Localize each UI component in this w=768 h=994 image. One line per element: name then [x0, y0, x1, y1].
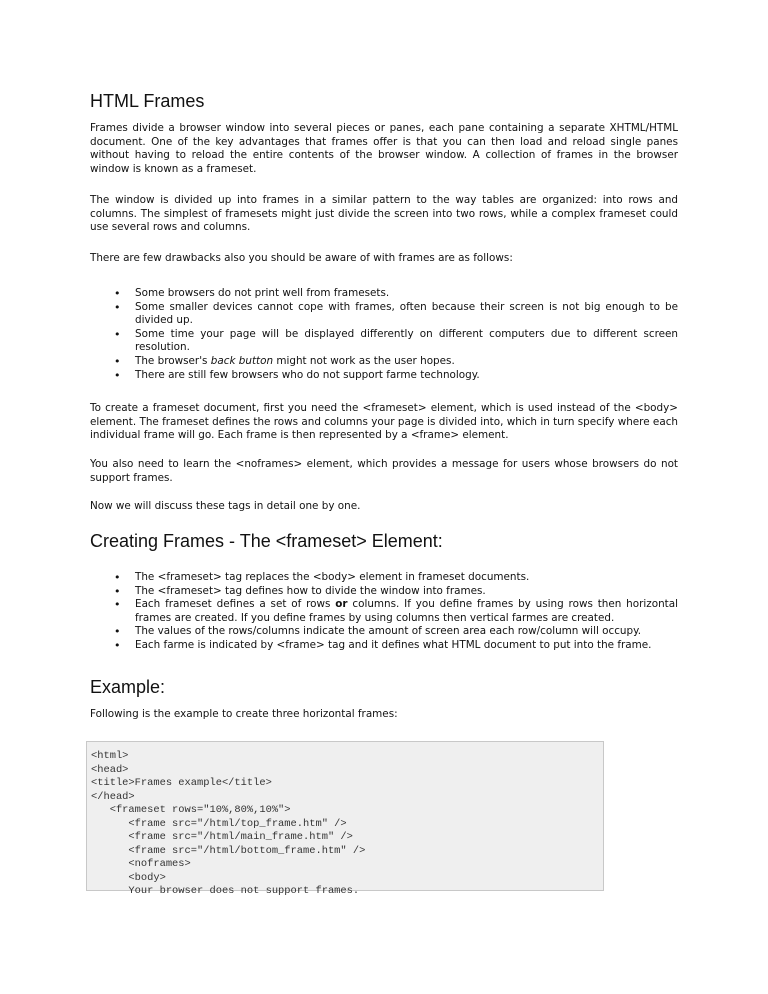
- text: Each frameset defines a set of rows: [135, 598, 336, 611]
- frameset-points-list: [90, 571, 678, 653]
- discussion-paragraph: Now we will discuss these tags in detail one by one.: [90, 500, 361, 512]
- page-title: HTML Frames: [90, 91, 205, 111]
- noframes-paragraph: You also need to learn the <noframes> element, which provides a message for users whose browsers do not support frames.: [90, 458, 678, 484]
- emphasis: back button: [210, 354, 274, 367]
- list-item: • The <frameset> tag replaces the <body> element in frameset documents.: [90, 571, 678, 585]
- section-title-example: Example:: [90, 677, 166, 697]
- text: columns. If you define frames by using rows then horizontal frames are created. If you define frames by using columns then vertical farmes are created.: [135, 598, 679, 624]
- list-item: [90, 355, 678, 369]
- drawbacks-intro: There are few drawbacks also you should be aware of with frames are as follows:: [90, 252, 513, 264]
- code-example: <html> <head> <title>Frames example</title> </head> <frameset rows="10%,80%,10%"> <frame src="/html/top_frame.htm" /> <frame src="/html/main_frame.htm" /> <frame src="/html/bottom_frame.htm" /> <noframes> <body> Your browser does not support frames.: [86, 741, 604, 891]
- text: The browser's: [135, 354, 211, 367]
- text: might not work as the user hopes.: [273, 354, 455, 367]
- list-item: • Some smaller devices cannot cope with frames, often because their screen is not big enough to be divided up.: [90, 301, 678, 328]
- list-item: • There are still few browsers who do not support farme technology.: [90, 369, 678, 383]
- layout-paragraph: The window is divided up into frames in a similar pattern to the way tables are organized: into rows and columns. The simplest of framesets might just divide the screen into two rows, while a complex frameset could use several rows and columns.: [90, 194, 678, 234]
- list-item: [90, 598, 678, 625]
- list-item: • Some time your page will be displayed differently on different computers due to different screen resolution.: [90, 328, 678, 355]
- example-intro: Following is the example to create three horizontal frames:: [90, 708, 398, 720]
- section-title-frameset: Creating Frames - The <frameset> Element:: [90, 531, 443, 551]
- list-item: • Each farme is indicated by <frame> tag and it defines what HTML document to put into the frame.: [90, 639, 678, 653]
- list-item: • The <frameset> tag defines how to divide the window into frames.: [90, 585, 678, 599]
- frameset-paragraph: To create a frameset document, first you need the <frameset> element, which is used instead of the <body> element. The frameset defines the rows and columns your page is divided into, which in turn specify where each individual frame will go. Each frame is then represented by a <frame> element.: [90, 402, 678, 442]
- drawbacks-list: [90, 287, 678, 382]
- bold-text: or: [335, 598, 348, 611]
- intro-paragraph: Frames divide a browser window into several pieces or panes, each pane containing a separate XHTML/HTML document. One of the key advantages that frames offer is that you can then load and reload single panes without having to reload the entire contents of the browser window. A collection of frames in the browser window is known as a frameset.: [90, 122, 678, 175]
- list-item: • Some browsers do not print well from framesets.: [90, 287, 678, 301]
- list-item: • The values of the rows/columns indicate the amount of screen area each row/column will occupy.: [90, 625, 678, 639]
